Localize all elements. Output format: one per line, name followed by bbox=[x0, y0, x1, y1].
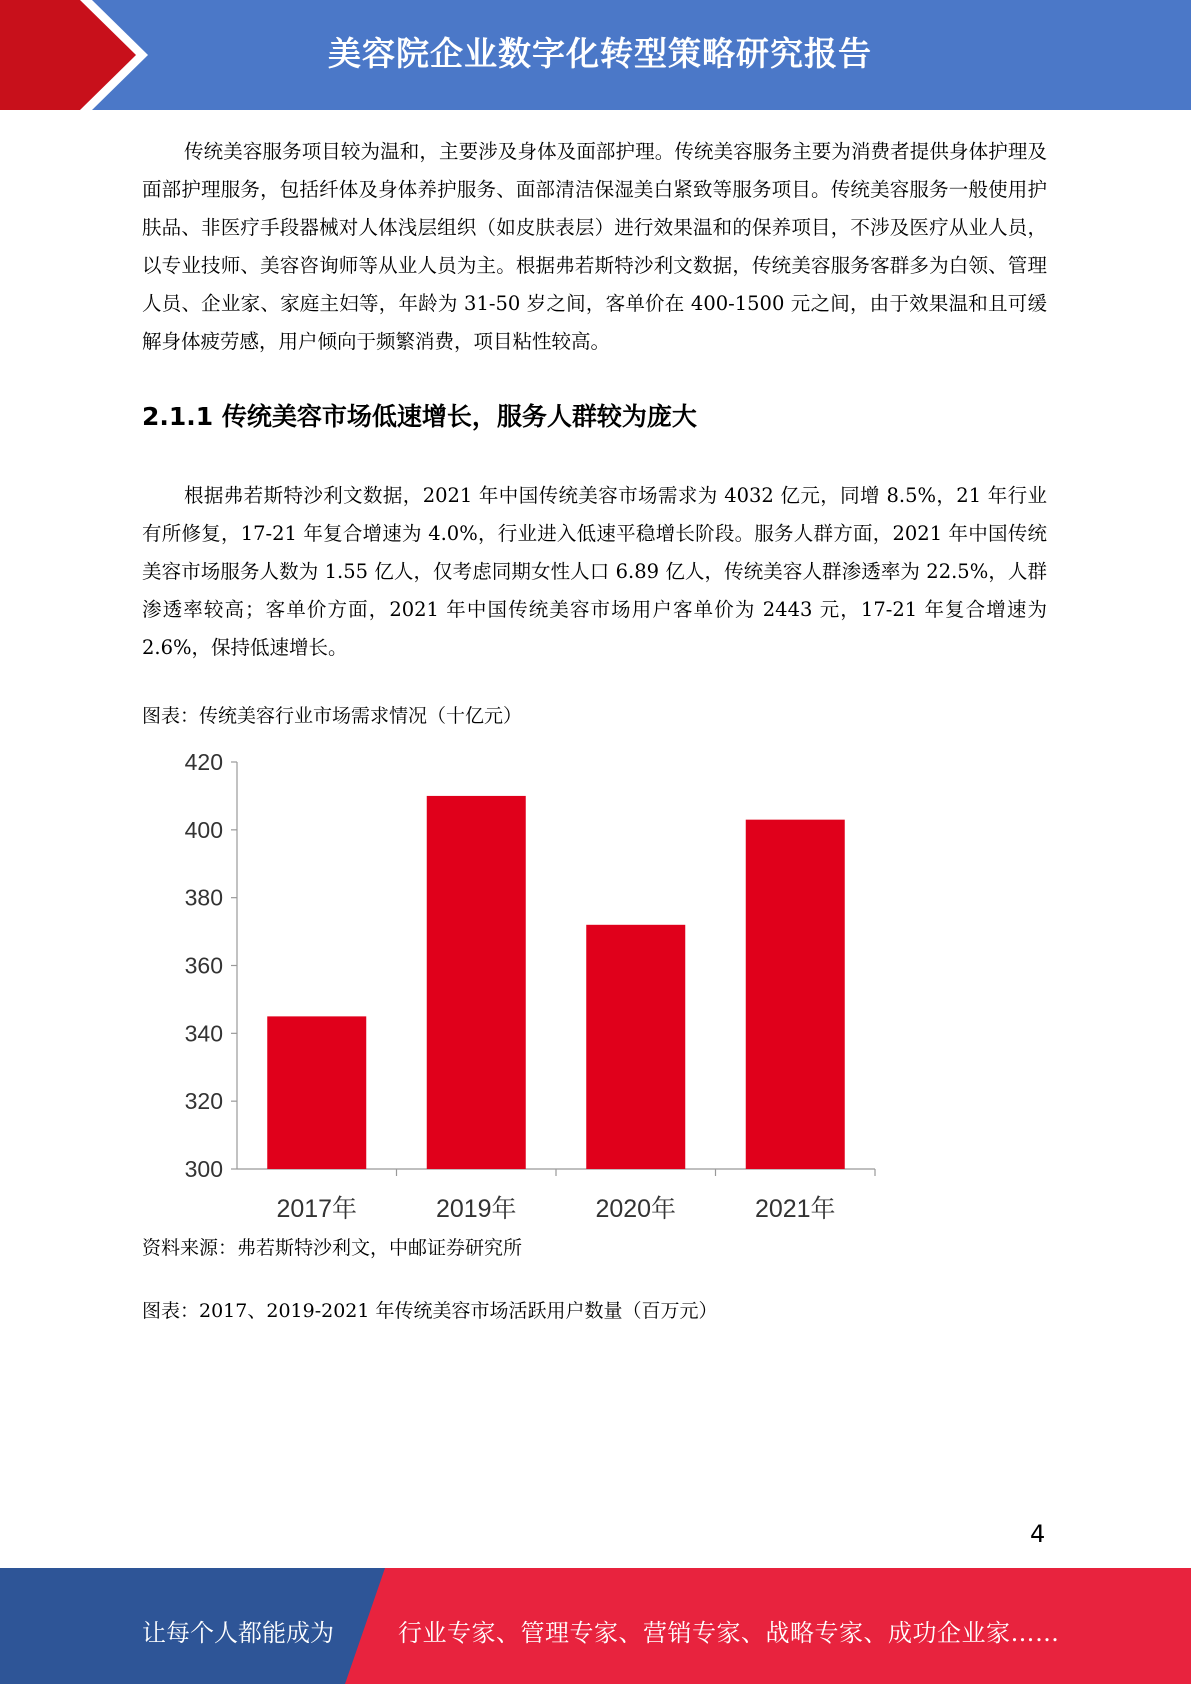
x-tick-label: 2017年 bbox=[276, 1195, 358, 1223]
section-heading: 2.1.1 传统美容市场低速增长，服务人群较为庞大 bbox=[142, 402, 697, 431]
source-caption: 资料来源：弗若斯特沙利文，中邮证券研究所 bbox=[142, 1237, 523, 1259]
page-header bbox=[0, 0, 1191, 110]
page-footer bbox=[0, 1568, 1191, 1684]
bar bbox=[746, 820, 845, 1169]
page-number: 4 bbox=[1030, 1520, 1046, 1548]
chart-caption: 图表：传统美容行业市场需求情况（十亿元） bbox=[142, 705, 523, 727]
body-paragraph-2 bbox=[142, 477, 1047, 667]
body-paragraph-1 bbox=[142, 133, 1047, 361]
y-tick-label: 380 bbox=[184, 884, 223, 911]
y-tick-label: 340 bbox=[184, 1020, 223, 1047]
header-arrow-shape bbox=[0, 0, 160, 110]
x-tick-label: 2019年 bbox=[435, 1195, 517, 1223]
x-tick-label: 2020年 bbox=[595, 1195, 677, 1223]
x-tick-label: 2021年 bbox=[754, 1195, 836, 1223]
y-tick-label: 320 bbox=[184, 1088, 223, 1115]
paragraph-text: 传统美容服务项目较为温和，主要涉及身体及面部护理。传统美容服务主要为消费者提供身体护理及面部护理服务，包括纤体及身体养护服务、面部清洁保湿美白紧致等服务项目。传统美容服务一般使用护肤品、非医疗手段器械对人体浅层组织（如皮肤表层）进行效果温和的保养项目，不涉及医疗从业人员，以专业技师、美容咨询师等从业人员为主。根据弗若斯特沙利文数据，传统美容服务客群多为白领、管理人员、企业家、家庭主妇等，年龄为 31-50 岁之间，客单价在 400-1500 元之间，由于效果温和且可缓解身体疲劳感，用户倾向于频繁消费，项目粘性较高。 bbox=[142, 140, 1047, 353]
y-tick-label: 400 bbox=[184, 816, 223, 843]
bar bbox=[586, 925, 685, 1169]
footer-slogan-right: 行业专家、管理专家、营销专家、战略专家、成功企业家…… bbox=[398, 1619, 1060, 1647]
bar bbox=[427, 796, 526, 1169]
y-tick-label: 300 bbox=[184, 1156, 223, 1182]
footer-slogan-left: 让每个人都能成为 bbox=[142, 1619, 334, 1647]
report-title: 美容院企业数字化转型策略研究报告 bbox=[328, 34, 872, 73]
y-tick-label: 360 bbox=[184, 952, 223, 979]
y-tick-label: 420 bbox=[184, 749, 223, 775]
paragraph-text: 根据弗若斯特沙利文数据，2021 年中国传统美容市场需求为 4032 亿元，同增 8.5%，21 年行业有所修复，17-21 年复合增速为 4.0%，行业进入低速平稳增长阶段。服务人群方面，2021 年中国传统美容市场服务人数为 1.55 亿人，仅考虑同期女性人口 6.89 亿人，传统美容人群渗透率为 22.5%，人群渗透率较高；客单价方面，2021 年中国传统美容市场用户客单价为 2443 元，17-21 年复合增速为 2.6%，保持低速增长。 bbox=[142, 484, 1047, 659]
chart2-caption: 图表：2017、2019-2021 年传统美容市场活跃用户数量（百万元） bbox=[142, 1300, 718, 1322]
bar bbox=[267, 1016, 366, 1169]
market-demand-bar-chart bbox=[150, 740, 890, 1230]
